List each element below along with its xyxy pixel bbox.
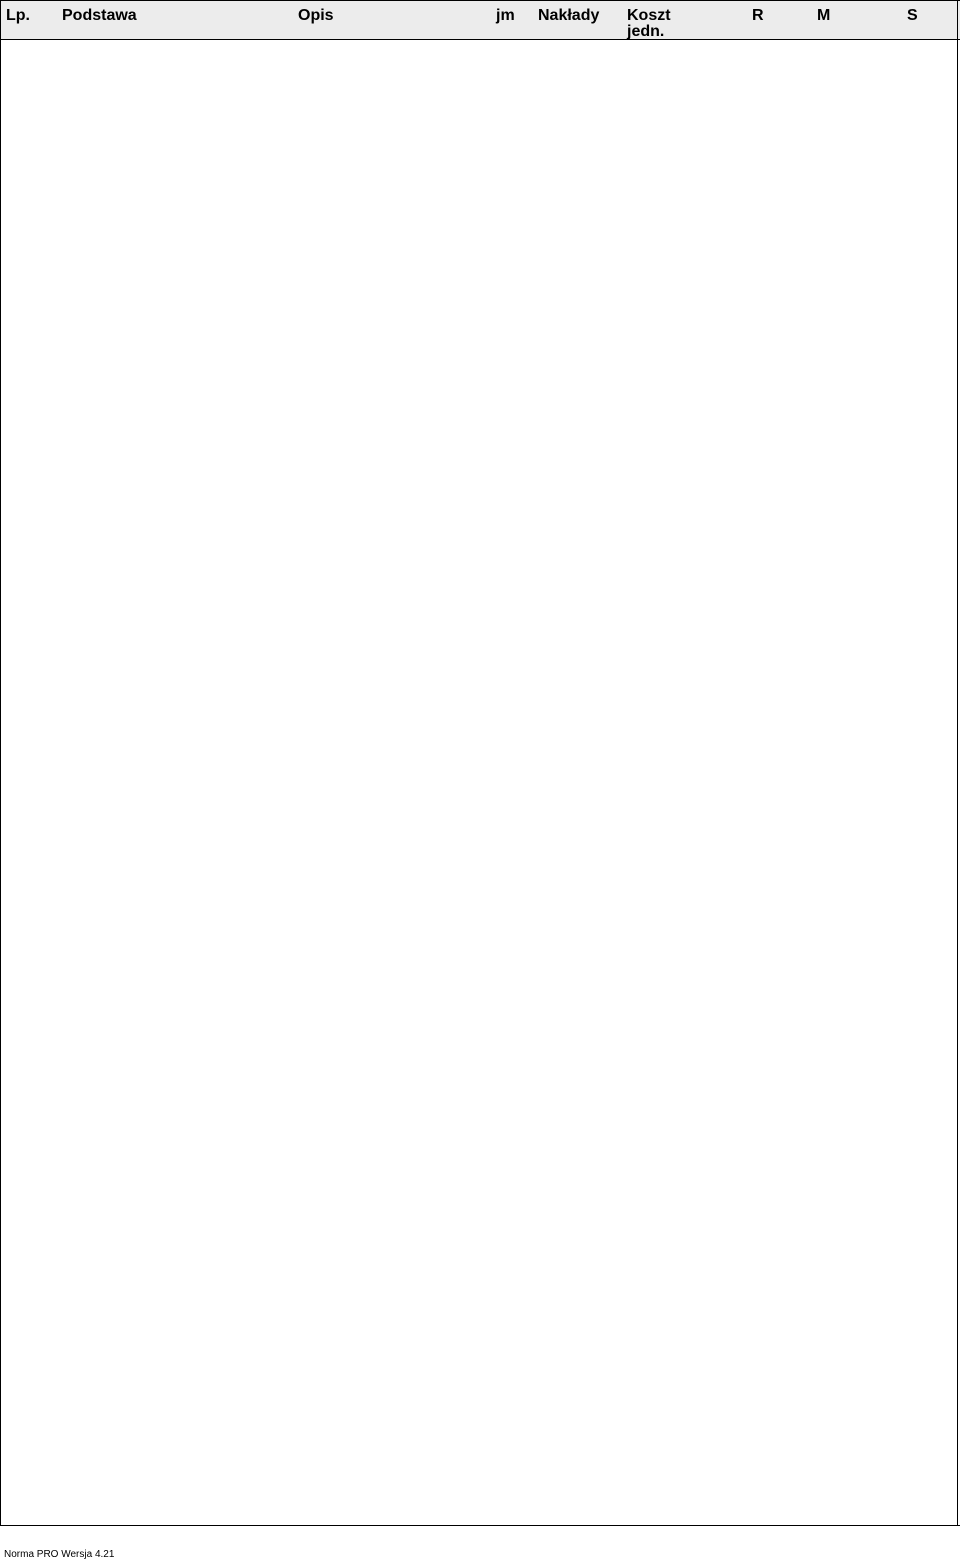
col-border-left: [0, 0, 1, 1525]
header-lp: Lp.: [6, 7, 30, 24]
footer-version: Norma PRO Wersja 4.21: [4, 1549, 115, 1560]
header-m: M: [817, 7, 831, 24]
col-border-right: [957, 0, 958, 1525]
header-r: R: [752, 7, 764, 24]
header-koszt: Koszt: [627, 7, 671, 24]
header-koszt-jedn: jedn.: [627, 23, 665, 40]
table-header: [0, 0, 960, 40]
header-jm: jm: [496, 7, 515, 24]
header-s: S: [907, 7, 918, 24]
header-podstawa: Podstawa: [62, 7, 137, 24]
table-bottom-border: [0, 1525, 960, 1526]
header-naklady: Nakłady: [538, 7, 600, 24]
header-opis: Opis: [298, 7, 334, 24]
